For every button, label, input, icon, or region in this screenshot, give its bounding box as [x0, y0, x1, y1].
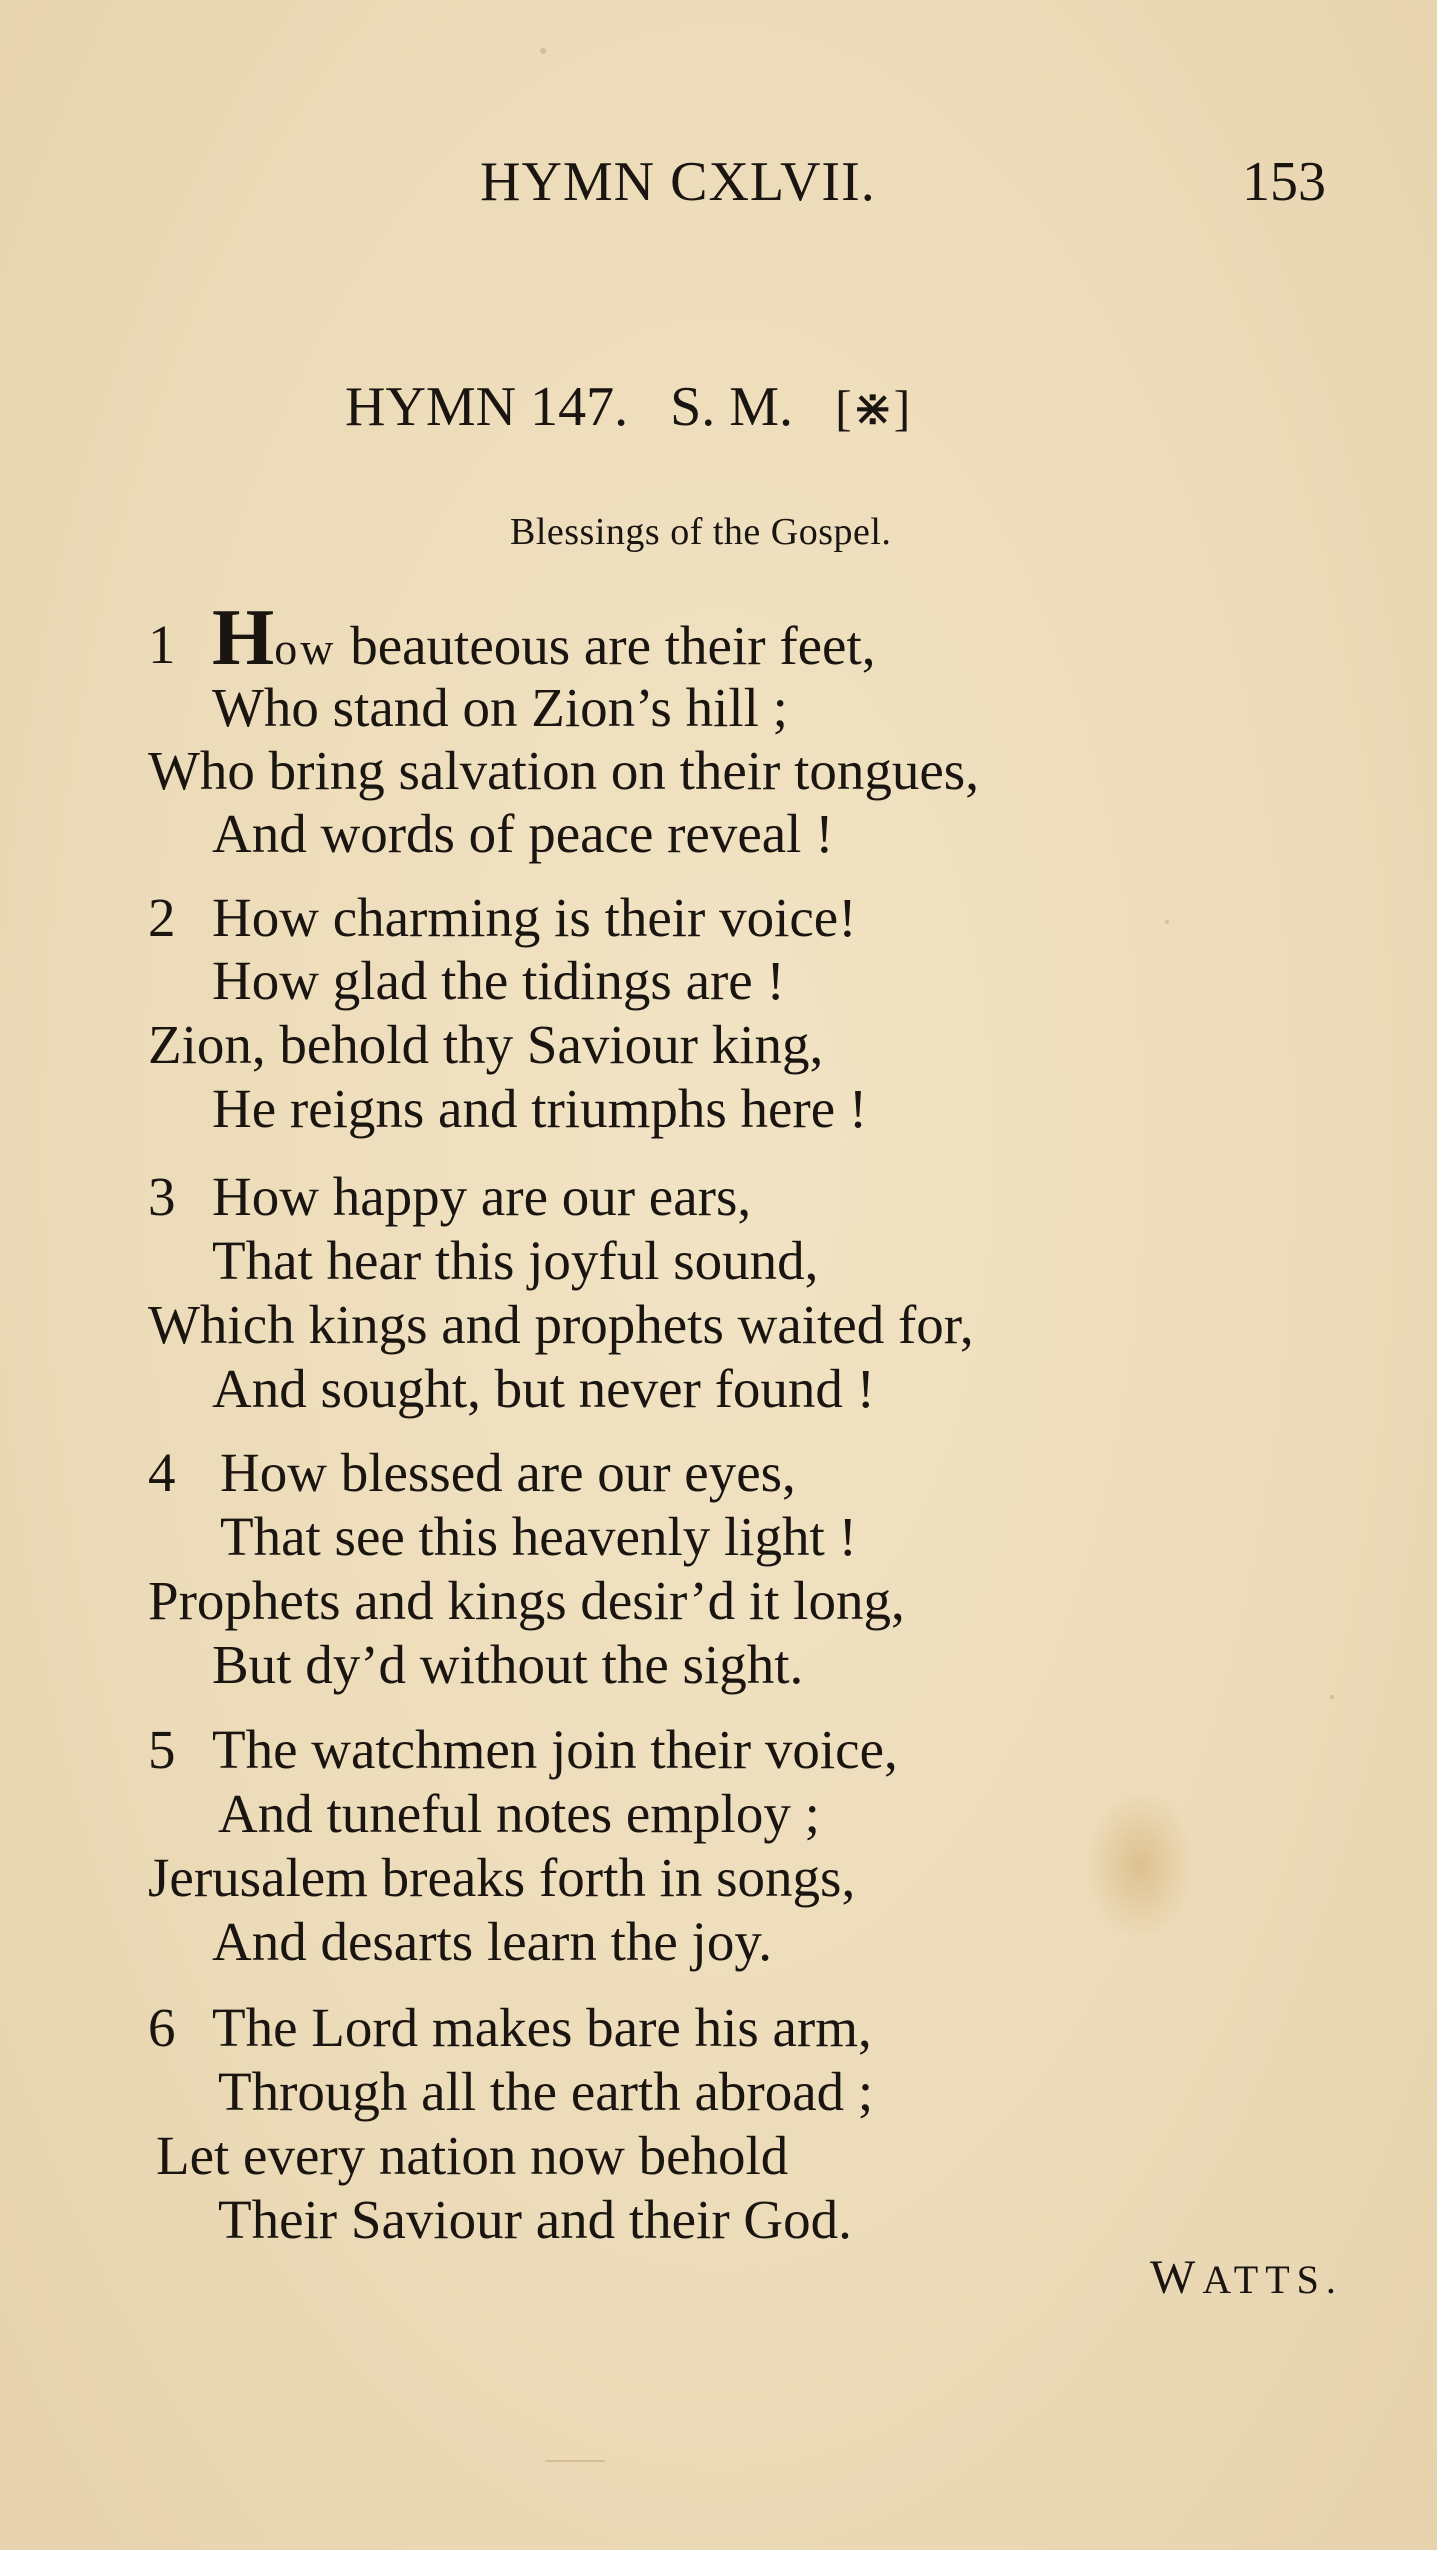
- stanza-line: [212, 594, 876, 682]
- stanza-line: Their Saviour and their God.: [218, 2189, 852, 2250]
- stanza-line: The Lord makes bare his arm,: [212, 1997, 872, 2058]
- hymn-heading-text: HYMN 147. S. M.: [345, 376, 794, 438]
- hymn-mark: [⋇]: [835, 380, 911, 436]
- paper-stain: [1085, 1790, 1195, 1940]
- stanza-line: Zion, behold thy Saviour king,: [148, 1014, 824, 1075]
- stanza-number: 4: [148, 1442, 176, 1503]
- stanza-number: 5: [148, 1719, 176, 1780]
- stanza-line: How charming is their voice!: [212, 887, 857, 948]
- line-text: beauteous are their feet,: [336, 615, 876, 676]
- stanza-line: And words of peace reveal !: [212, 803, 834, 864]
- running-title: HYMN CXLVII.: [480, 151, 876, 213]
- stanza-line: Prophets and kings desir’d it long,: [148, 1570, 905, 1631]
- stanza-line: How happy are our ears,: [212, 1166, 752, 1227]
- stanza-line: And desarts learn the joy.: [212, 1911, 773, 1972]
- stanza-line: Through all the earth abroad ;: [218, 2061, 874, 2122]
- stanza-line: That hear this joyful sound,: [212, 1230, 819, 1291]
- stanza-line: Let every nation now behold: [156, 2125, 789, 2186]
- stanza-number: 6: [148, 1997, 176, 2058]
- stanza-line: That see this heavenly light !: [220, 1506, 857, 1567]
- first-word-rest: ow: [274, 623, 337, 674]
- paper-speck: [540, 48, 546, 54]
- author-attribution: [1150, 2250, 1343, 2305]
- paper-speck: [1165, 920, 1169, 924]
- stanza-number: 2: [148, 887, 176, 948]
- stanza-number: 1: [148, 614, 176, 675]
- hymn-heading: [345, 375, 910, 439]
- stanza-line: How blessed are our eyes,: [220, 1442, 796, 1503]
- attribution-rest: ATTS.: [1202, 2257, 1343, 2302]
- stanza-line: He reigns and triumphs here !: [212, 1078, 868, 1139]
- stanza-line: And sought, but never found !: [212, 1358, 875, 1419]
- drop-cap: H: [212, 594, 275, 682]
- stanza-line: Jerusalem breaks forth in songs,: [148, 1847, 856, 1908]
- page-number: 153: [1242, 151, 1326, 213]
- paper-line-mark: [545, 2460, 605, 2462]
- stanza-line: The watchmen join their voice,: [212, 1719, 898, 1780]
- stanza-line: How glad the tidings are !: [212, 950, 785, 1011]
- stanza-line: But dy’d without the sight.: [212, 1634, 804, 1695]
- hymn-subtitle: Blessings of the Gospel.: [510, 511, 892, 553]
- stanza-line: Who stand on Zion’s hill ;: [212, 677, 788, 738]
- paper-speck: [1330, 1695, 1334, 1699]
- stanza-number: 3: [148, 1166, 176, 1227]
- stanza-line: And tuneful notes employ ;: [218, 1783, 820, 1844]
- attribution-initial: W: [1150, 2251, 1203, 2304]
- stanza-line: Which kings and prophets waited for,: [148, 1294, 974, 1355]
- stanza-line: Who bring salvation on their tongues,: [148, 740, 979, 801]
